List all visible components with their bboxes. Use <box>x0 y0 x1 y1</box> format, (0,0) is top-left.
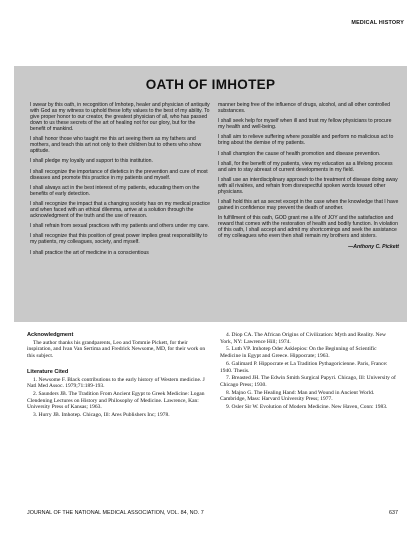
oath-paragraph: I shall recognize that this position of great power implies great responsibility to my patients, my colleagues, society, and myself. <box>30 233 208 246</box>
oath-paragraph: I shall always act in the best interest of my patients, educating them on the benefits of early detection. <box>30 184 200 197</box>
oath-column-right <box>218 102 399 254</box>
oath-column-left <box>30 102 211 260</box>
oath-paragraph: In fulfillment of this oath, GOD grant me a life of JOY and the satisfaction and reward that comes with the restoration of health and bodily function. In violation of this oath, I shall accept and admit my shortcomings and seek the assistance of my colleagues who even then shall remain my brothers and sisters. <box>218 215 399 240</box>
oath-paragraph: I swear by this oath, in recognition of Imhotep, healer and physician of antiquity with God as my witness to uphold these lofty values to the best of my ability. To give proper honor to our creator, the greatest physician of all, who has passed down to us these secrets of the art of healing not for our glory, but for the benefit of mankind. <box>30 102 210 132</box>
lower-column-left <box>27 332 207 420</box>
oath-signature: —Anthony C. Pickett <box>348 243 399 250</box>
oath-title: OATH OF IMHOTEP <box>145 77 276 92</box>
oath-paragraph: I shall champion the cause of health promotion and disease prevention. <box>218 150 381 157</box>
acknowledgment-heading: Acknowledgment <box>27 332 74 338</box>
reference-item: 8. Majno G. The Healing Hand: Man and Wound in Ancient World. Cambridge, Mass: Harvard University Press; 1977. <box>220 389 375 403</box>
lower-column-right <box>220 332 396 412</box>
oath-paragraph: I shall honor those who taught me this art seeing them as my fathers and mothers, and teach this art not only to their children but to others who show aptitude. <box>30 136 202 155</box>
oath-paragraph: I shall use an interdisciplinary approach to the treatment of disease doing away with all rivalries, and refrain from disrespectful spoken words toward other physicians. <box>218 176 398 195</box>
footer-journal: JOURNAL OF THE NATIONAL MEDICAL ASSOCIATION, VOL. 84, NO. 7 <box>27 510 204 516</box>
reference-item: 9. Osler Sir W. Evolution of Modern Medicine. New Haven, Conn: 1983. <box>226 404 388 411</box>
oath-paragraph: I shall recognize the impact that a changing society has on my medical practice and when faced with an ethical dilemma, arrive at a solution through the acknowledgment of the truth and the use of reason. <box>30 200 211 219</box>
acknowledgment-text: The author thanks his grandparents, Leo and Tommie Pickett, for their inspiration, and Ivan Van Sertima and Fredrick Newsome, MD, for their work on this subject. <box>27 339 206 360</box>
literature-heading: Literature Cited <box>27 368 69 375</box>
section-tag: MEDICAL HISTORY <box>351 20 404 26</box>
reference-item: 3. Hurry JB. Imhotep. Chicago, Ill: Ares Publishers Inc; 1978. <box>33 412 170 419</box>
reference-item: 4. Diop CA. The African Origins of Civilization: Myth and Reality. New York, NY: Lawrence Hill; 1974. <box>220 332 386 345</box>
reference-item: 7. Breasted JH. The Edwin Smith Surgical Papyri. Chicago, Ill: University of Chicago Press; 1930. <box>220 375 396 388</box>
oath-box <box>14 66 407 322</box>
oath-paragraph: I shall practice the art of medicine in a conscientious <box>30 249 149 256</box>
oath-paragraph: I shall seek help for myself when ill and trust my fellow physicians to procure my health and well-being. <box>218 118 392 131</box>
oath-paragraph: I shall aim to relieve suffering where possible and perform no malicious act to bring about the demise of my patients. <box>218 134 394 147</box>
oath-paragraph: I shall, for the benefit of my patients, view my education as a lifelong process and aim to stay abreast of current developments in my field. <box>218 160 393 173</box>
oath-paragraph: manner being free of the influence of drugs, alcohol, and all other controlled substances. <box>218 102 391 114</box>
reference-item: 1. Newsome F. Black contributions to the early history of Western medicine. J Natl Med Assoc. 1979;71:189-193. <box>27 376 205 390</box>
reference-item: 6. Galimard P. Hippocrate et La Tradition Pythagoricienne. Paris, France: 1940. Thesis. <box>220 360 388 374</box>
oath-paragraph: I shall refrain from sexual practices with my patients and others under my care. <box>30 223 210 230</box>
oath-paragraph: I shall pledge my loyalty and support to this institution. <box>30 158 153 165</box>
oath-paragraph: I shall hold this art as secret except in the case when the knowledge that I have gained in confidence may prevent the death of another. <box>218 199 399 212</box>
oath-paragraph: I shall recognize the importance of dietetics in the prevention and cure of most diseases and promote this practice in my patients and myself. <box>30 168 208 181</box>
spacer <box>27 361 207 369</box>
reference-item: 5. Luth VP. Imhotep Oder Asklepios: On the Beginning of Scientific Medicine in Egypt and Greece. Hippocrate; 1963. <box>220 346 377 360</box>
reference-item: 2. Saunders JB. The Tradition From Ancient Egypt to Greek Medicine: Logan Clendening Lectures on History and Philosophy of Medicine. Lawrence, Kan: University Press of Kansas; 1963. <box>27 390 205 411</box>
footer-page-number: 637 <box>389 510 398 516</box>
